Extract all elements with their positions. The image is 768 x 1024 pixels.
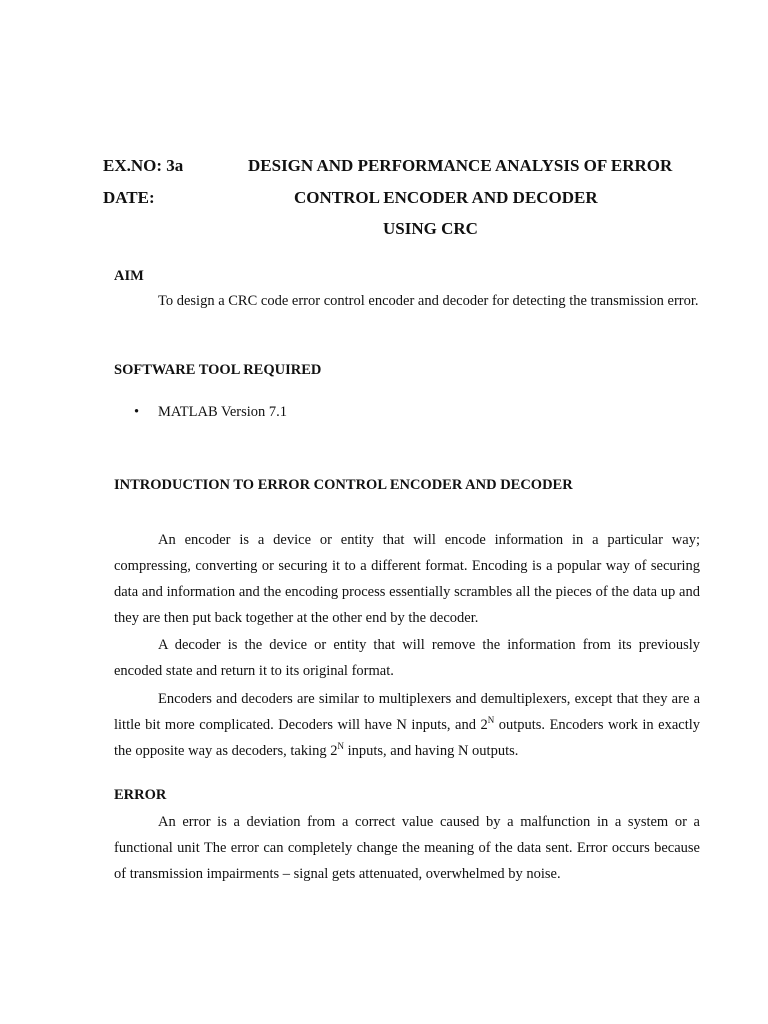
superscript-n-2: N: [337, 741, 344, 752]
list-item: [134, 404, 287, 421]
intro-paragraph-3-part-a: Encoders and decoders are similar to multiplexers and demultiplexers, except that they are a little bit more complicated. Decoders will have N inputs, and 2: [114, 691, 700, 733]
aim-heading: AIM: [114, 268, 144, 284]
title-line-1: DESIGN AND PERFORMANCE ANALYSIS OF ERROR: [248, 156, 673, 175]
bullet-icon: •: [134, 404, 140, 420]
title-line-3: USING CRC: [383, 219, 478, 238]
superscript-n-1: N: [487, 715, 495, 726]
software-item-matlab: MATLAB Version 7.1: [158, 404, 288, 420]
intro-paragraph-3: [114, 686, 700, 764]
date-label: DATE:: [103, 188, 155, 207]
software-list: [134, 404, 287, 421]
title-line-2: CONTROL ENCODER AND DECODER: [294, 188, 598, 207]
exercise-number: EX.NO: 3a: [103, 156, 184, 175]
intro-heading: INTRODUCTION TO ERROR CONTROL ENCODER AND DECODER: [114, 477, 573, 493]
intro-paragraph-1: An encoder is a device or entity that will encode information in a particular way; compressing, converting or securing it to a different format. Encoding is a popular way of securing data and information and the encoding process essentially scrambles all the pieces of the data up and they are then put back together at the other end by the decoder.: [114, 532, 700, 626]
error-text: An error is a deviation from a correct value caused by a malfunction in a system or a functional unit The error can completely change the meaning of the data sent. Error occurs because of transmission impairments – signal gets attenuated, overwhelmed by noise.: [114, 814, 700, 882]
intro-paragraph-3-part-b: outputs. Encoders work in exactly the opposite way as decoders, taking 2: [114, 717, 701, 759]
intro-paragraph-3-part-c: inputs, and having N outputs.: [343, 743, 519, 759]
error-heading: ERROR: [114, 787, 167, 803]
aim-text: To design a CRC code error control encoder and decoder for detecting the transmission error.: [158, 293, 699, 309]
intro-paragraph-2: A decoder is the device or entity that will remove the information from its previously encoded state and return it to its original format.: [114, 637, 700, 679]
software-heading: SOFTWARE TOOL REQUIRED: [114, 362, 322, 378]
